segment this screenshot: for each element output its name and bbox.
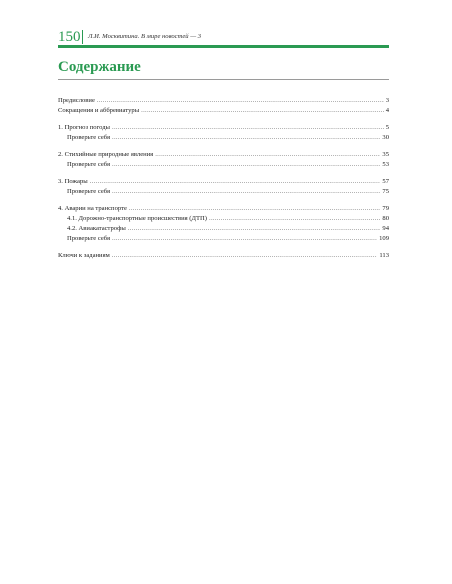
table-of-contents (58, 96, 389, 268)
toc-entry-chapter-3[interactable] (58, 177, 389, 187)
toc-entry-label: Сокращения и аббревиатуры (58, 107, 140, 114)
dot-leader (112, 251, 378, 261)
toc-entry-review-4[interactable] (58, 234, 389, 244)
toc-entry-label: 2. Стихийные природные явления (58, 151, 154, 158)
toc-entry-label: Предисловие (58, 97, 95, 104)
toc-entry-answer-keys[interactable] (58, 251, 389, 261)
toc-group-chapter-2 (58, 150, 389, 170)
dot-leader (129, 204, 381, 214)
running-title: Л.И. Москвитина. В мире новостей — 3 (88, 33, 202, 40)
toc-entry-preface[interactable] (58, 96, 389, 106)
toc-entry-page: 57 (382, 178, 389, 185)
toc-entry-page: 80 (382, 215, 389, 222)
toc-entry-abbreviations[interactable] (58, 106, 389, 116)
toc-group-front-matter (58, 96, 389, 116)
toc-entry-review-1[interactable] (58, 133, 389, 143)
toc-group-chapter-1 (58, 123, 389, 143)
dot-leader (141, 106, 384, 116)
toc-entry-page: 3 (385, 97, 389, 104)
toc-entry-page: 113 (379, 252, 389, 259)
toc-title: Содержание (58, 59, 141, 75)
toc-entry-label: Проверьте себя (67, 235, 111, 242)
toc-entry-label: Проверьте себя (67, 188, 111, 195)
toc-entry-chapter-2[interactable] (58, 150, 389, 160)
toc-entry-page: 94 (382, 225, 389, 232)
toc-entry-chapter-4[interactable] (58, 204, 389, 214)
toc-entry-page: 79 (382, 205, 389, 212)
dot-leader (112, 123, 384, 133)
toc-entry-review-3[interactable] (58, 187, 389, 197)
toc-entry-label: 4.1. Дорожно-транспортные происшествия (ДТП) (67, 215, 207, 222)
toc-entry-page: 30 (382, 134, 389, 141)
toc-group-chapter-4 (58, 204, 389, 244)
toc-group-chapter-3 (58, 177, 389, 197)
header-rule (58, 45, 389, 48)
toc-entry-label: Проверьте себя (67, 161, 111, 168)
toc-entry-label: 4.2. Авиакатастрофы (67, 225, 126, 232)
toc-entry-page: 4 (385, 107, 389, 114)
toc-entry-label: Ключи к заданиям (58, 252, 110, 259)
toc-entry-section-4-2[interactable] (58, 224, 389, 234)
dot-leader (209, 214, 380, 224)
toc-entry-label: 4. Аварии на транспорте (58, 205, 127, 212)
toc-entry-page: 109 (379, 235, 389, 242)
title-rule (58, 79, 389, 80)
dot-leader (112, 187, 380, 197)
dot-leader (112, 160, 380, 170)
header-divider (82, 30, 83, 44)
dot-leader (112, 133, 380, 143)
toc-entry-review-2[interactable] (58, 160, 389, 170)
dot-leader (97, 96, 384, 106)
toc-entry-page: 35 (382, 151, 389, 158)
toc-entry-section-4-1[interactable] (58, 214, 389, 224)
toc-entry-chapter-1[interactable] (58, 123, 389, 133)
toc-entry-label: Проверьте себя (67, 134, 111, 141)
toc-entry-page: 5 (385, 124, 389, 131)
toc-entry-page: 75 (382, 188, 389, 195)
dot-leader (155, 150, 380, 160)
dot-leader (112, 234, 377, 244)
running-header (58, 28, 389, 46)
toc-entry-label: 3. Пожары (58, 178, 88, 185)
page-number: 150 (58, 29, 81, 45)
dot-leader (90, 177, 381, 187)
toc-group-answer-keys (58, 251, 389, 261)
dot-leader (128, 224, 381, 234)
toc-entry-page: 53 (382, 161, 389, 168)
toc-entry-label: 1. Прогноз погоды (58, 124, 110, 131)
